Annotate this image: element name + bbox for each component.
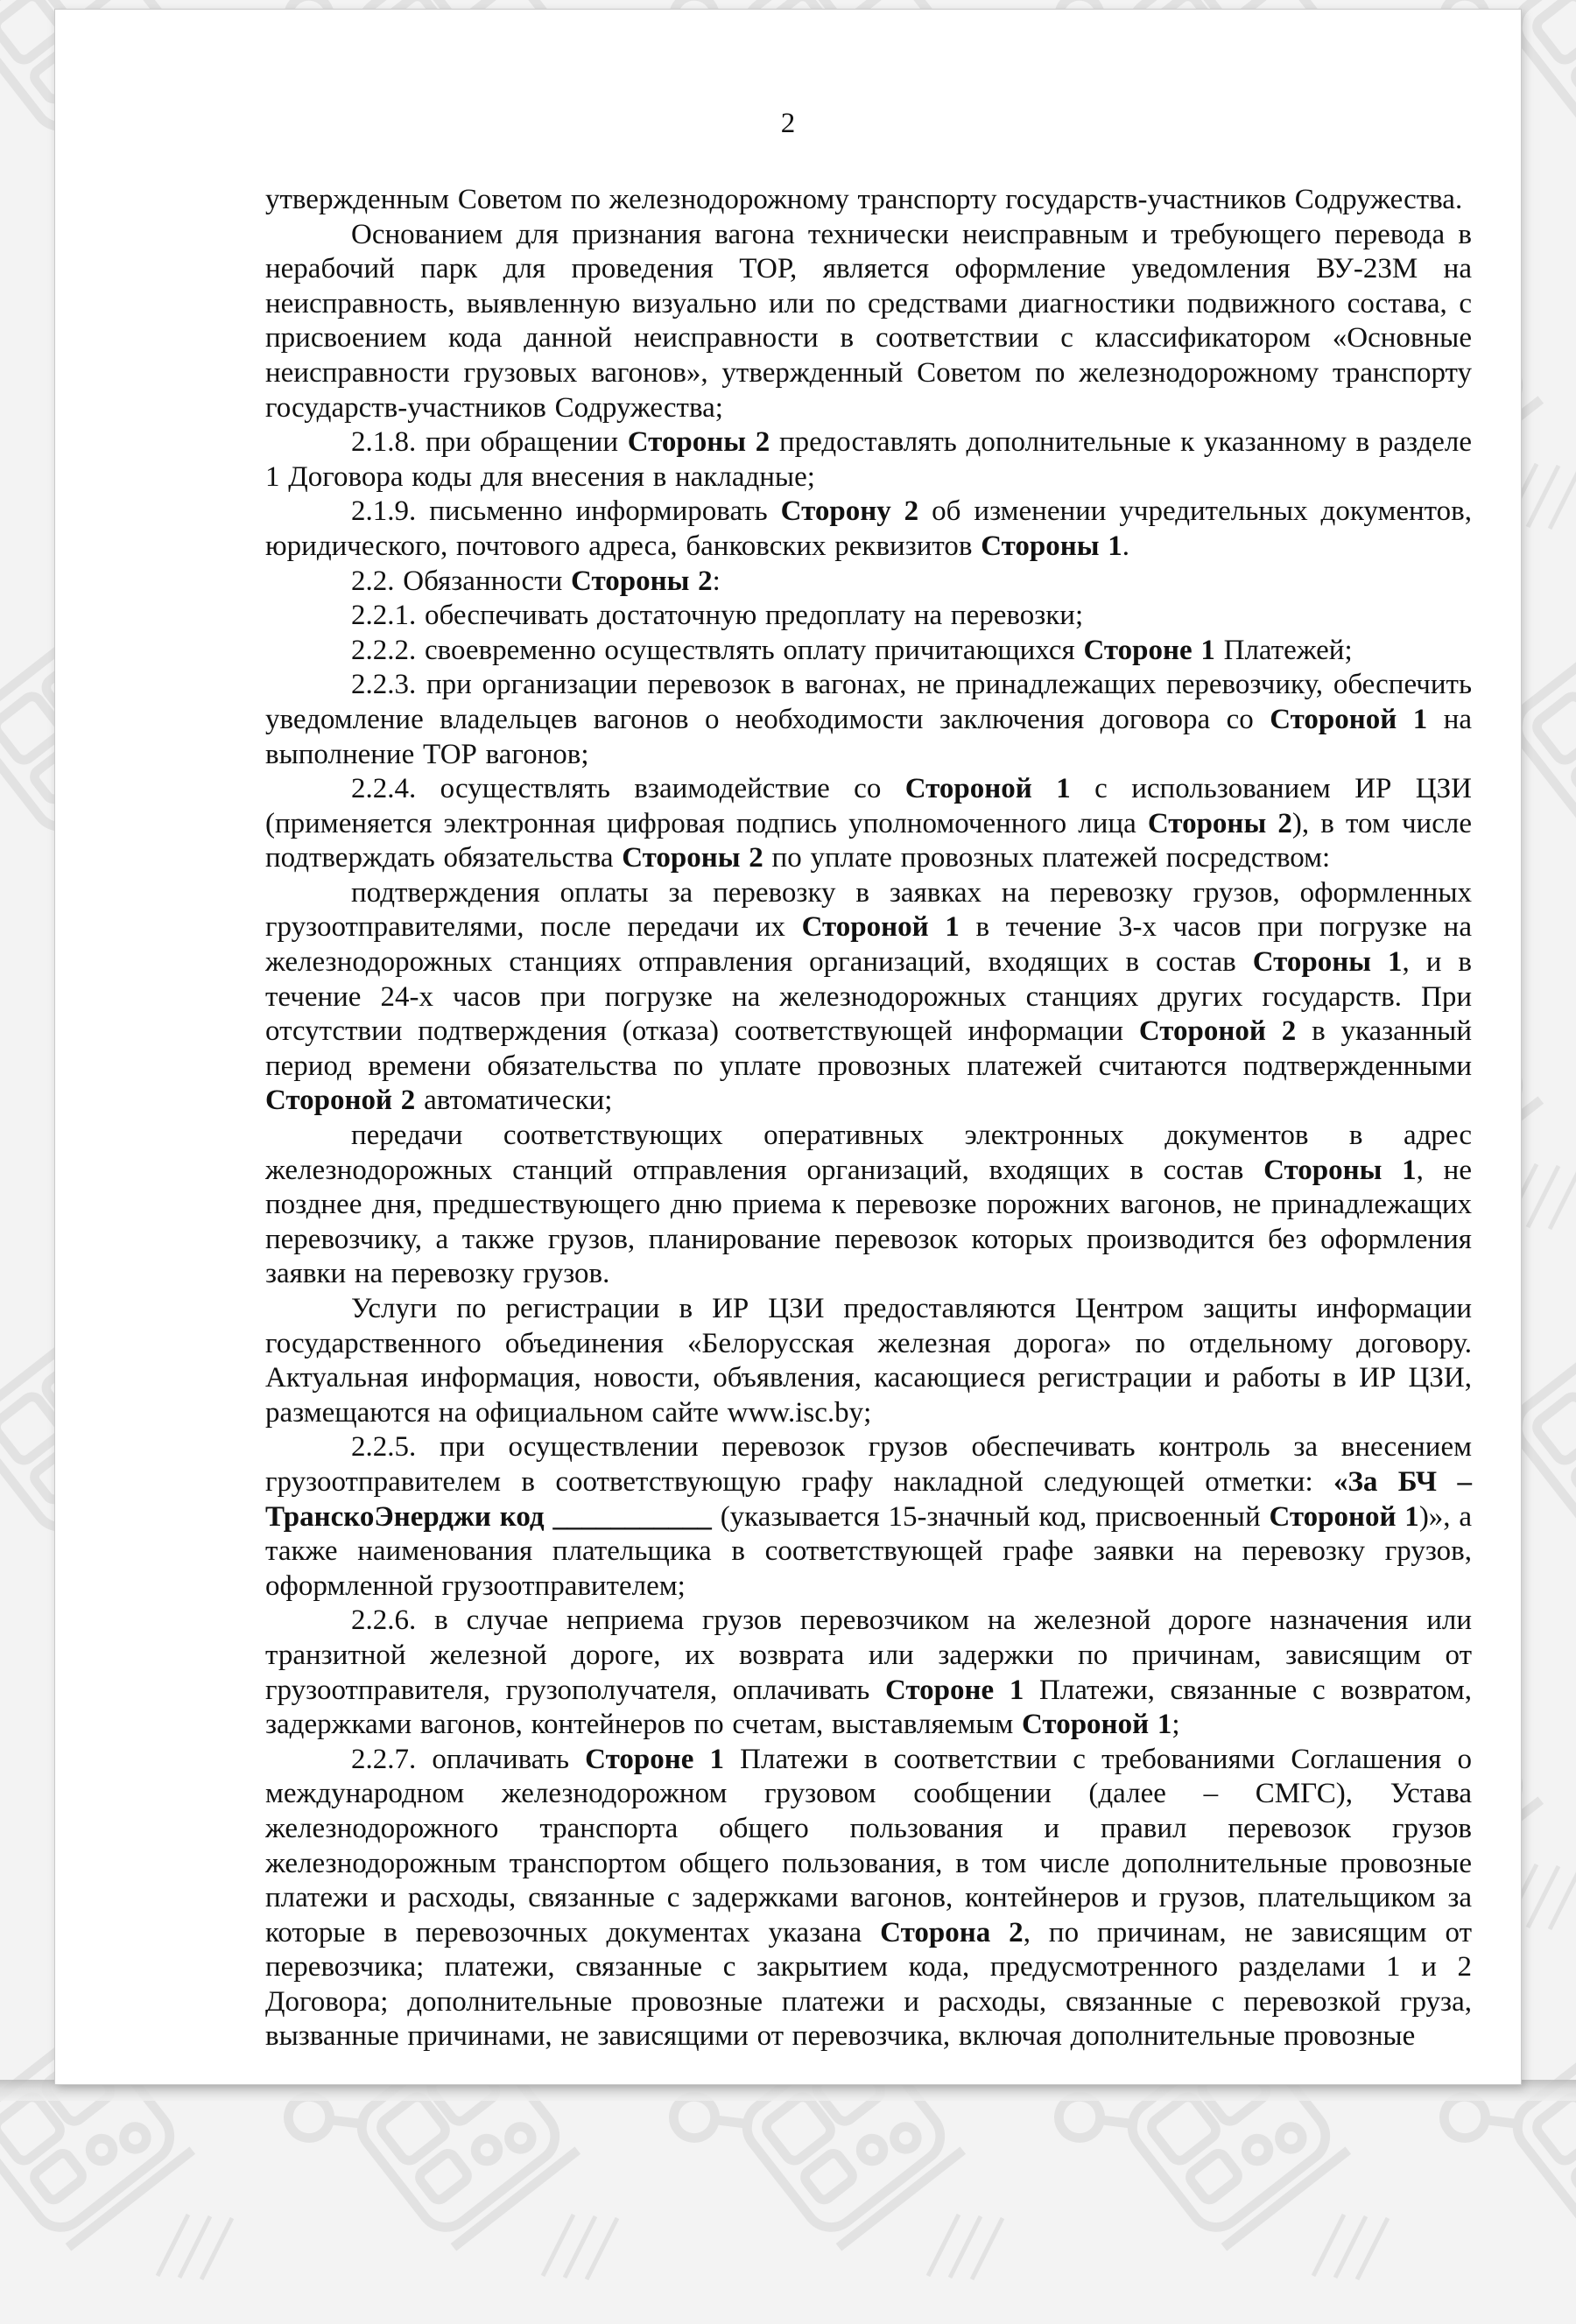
bold-run: Стороне 1 (885, 1674, 1024, 1706)
bold-run: Стороны 2 (627, 426, 770, 459)
bold-run: Стороны 2 (571, 565, 713, 597)
paragraph (265, 1292, 1472, 1430)
bold-run: Стороне 1 (585, 1743, 725, 1775)
paragraph (265, 668, 1472, 772)
paragraph (265, 495, 1472, 564)
bold-run: Стороной 1 (904, 773, 1071, 805)
bold-run: Стороны 2 (1147, 807, 1292, 839)
text-run: , и в течение 24-х часов при погрузке на железнодорожных станциях других государств. При отсутствии подтверждения (отказа) соответствующей информации (265, 946, 1472, 1048)
hatch-marks-icon (1305, 2206, 1410, 2285)
hatch-marks-icon (149, 2206, 254, 2285)
document-page (54, 9, 1522, 2085)
text-run: Платежи, связанные с возвратом, задержками вагонов, контейнеров по счетам, выставляемым (265, 1674, 1472, 1741)
bold-run: Стороной 1 (1022, 1709, 1172, 1741)
paragraph (265, 218, 1472, 426)
text-run: по уплате провозных платежей посредством: (763, 842, 1331, 874)
text-run: 2.2.3. при организации перевозок в вагонах, не принадлежащих перевозчику, обеспечить уведомление владельцев вагонов о необходимости заключения договора со (265, 669, 1472, 735)
bold-run: Стороной 2 (265, 1085, 416, 1117)
paragraph (265, 183, 1472, 218)
paragraph (265, 599, 1472, 634)
bold-run: Стороной 1 (801, 911, 960, 944)
bold-run: Стороны 1 (981, 530, 1122, 562)
text-run: передачи соответствующих оперативных электронных документов в адрес железнодорожных станций отправления организаций, входящих в состав (265, 1120, 1472, 1186)
paragraph (265, 425, 1472, 495)
hatch-marks-icon (919, 2206, 1024, 2285)
bold-run: Сторону 2 (780, 495, 919, 528)
text-run: автоматически; (415, 1085, 613, 1117)
text-run: ; (1171, 1709, 1180, 1741)
text-run: утвержденным Советом по железнодорожному транспорту государств-участников Содружества. (265, 184, 1463, 215)
bold-run: Стороны 1 (1263, 1154, 1417, 1186)
text-run: в течение 3-х часов при погрузке на железнодорожных станциях отправления организаций, входящих в состав (265, 911, 1472, 979)
text-run: об изменении учредительных документов, юридического, почтового адреса, банковских реквизитов (265, 495, 1472, 562)
bold-run: Стороны 2 (622, 842, 763, 874)
text-run: 2.2.6. в случае неприема грузов перевозчиком на железной дороге назначения или транзитной железной дороге, их возврата или задержки по причинам, зависящим от грузоотправителя, грузополучателя, оплачивать (265, 1604, 1472, 1706)
text-run: 2.2.4. осуществлять взаимодействие со (351, 773, 905, 805)
paragraph (265, 772, 1472, 876)
text-run: , не позднее дня, предшествующего дню приема к перевозке порожних вагонов, не принадлежащих перевозчику, а также грузов, планирование перевозок которых производится без оформления заявки на перевозку грузов. (265, 1154, 1472, 1290)
text-run: с использованием ИР ЦЗИ (применяется электронная цифровая подпись уполномоченного лица (265, 773, 1472, 839)
text-run: ), в том числе подтверждать обязательства (265, 807, 1472, 874)
text-run: Платежи в соответствии с требованиями Соглашения о международном железнодорожном грузовом сообщении (далее – СМГС), Устава железнодорожного транспорта общего пользования и правил перевозок грузов железнодорожным транспортом общего пользования, в том числе дополнительные провозные платежи и расходы, связанные с задержками вагонов, контейнеров и грузов, плательщиком за которые в перевозочных документах указана (265, 1743, 1473, 1948)
bold-run: «За БЧ – ТранскоЭнерджи код ___________ (265, 1465, 1472, 1533)
text-run: : (712, 565, 721, 597)
text-run: 2.2.7. оплачивать (351, 1743, 586, 1775)
bold-run: Стороной 2 (1138, 1015, 1297, 1048)
paragraph (265, 876, 1472, 1119)
bold-run: Стороне 1 (1083, 634, 1215, 666)
text-run: Основанием для признания вагона технически неисправным и требующего перевода в нерабочий парк для проведения ТОР, является оформление уведомления ВУ-23М на неисправность, выявленную визуально или по средствами диагностики подвижного состава, с присвоением кода данной неисправности в соответствии с классификатором «Основные неисправности грузовых вагонов», утвержденный Советом по железнодорожному транспорту государств-участников Содружества; (265, 218, 1472, 424)
text-run: 2.1.9. письменно информировать (351, 495, 781, 528)
paragraph (265, 1430, 1472, 1604)
text-run: 2.1.8. при обращении (351, 426, 628, 459)
paragraph (265, 1119, 1472, 1292)
text-run: , по причинам, не зависящим от перевозчика; платежи, связанные с закрытием кода, предусмотренного разделами 1 и 2 Договора; дополнительные провозные платежи и расходы, связанные с перевозкой груза, вызванные причинами, не зависящими от перевозчика, включая дополнительные провозные (265, 1916, 1472, 2053)
bold-run: Стороной 1 (1269, 1500, 1419, 1533)
text-run: . (1122, 530, 1130, 562)
hatch-marks-icon (534, 2206, 639, 2285)
text-run: 2.2. Обязанности (351, 565, 572, 597)
text-run: 2.2.1. обеспечивать достаточную предоплату на перевозки; (351, 600, 1084, 632)
text-run: Услуги по регистрации в ИР ЦЗИ предоставляются Центром защиты информации государственного объединения «Белорусская железная дорога» по отдельному договору. Актуальная информация, новости, объявления, касающиеся регистрации и работы в ИР ЦЗИ, размещаются на официальном сайте www.isc.by; (265, 1293, 1472, 1429)
paragraph (265, 1604, 1472, 1742)
text-run: предоставлять дополнительные к указанному в разделе 1 Договора коды для внесения в накладные; (265, 426, 1472, 493)
bold-run: Стороной 1 (1270, 703, 1428, 735)
paragraph (265, 634, 1472, 669)
document-body (265, 183, 1472, 2054)
bold-run: Сторона 2 (880, 1916, 1024, 1948)
text-run: подтверждения оплаты за перевозку в заявках на перевозку грузов, оформленных грузоотправителями, после передачи их (265, 876, 1472, 944)
text-run: 2.2.5. при осуществлении перевозок грузов обеспечивать контроль за внесением грузоотправителем в соответствующую графу накладной следующей отметки: (265, 1431, 1472, 1498)
text-run: в указанный период времени обязательства по уплате провозных платежей считаются подтвержденными (265, 1015, 1472, 1082)
text-run: 2.2.2. своевременно осуществлять оплату причитающихся (351, 634, 1084, 666)
text-run: на выполнение ТОР вагонов; (265, 703, 1472, 770)
paragraph (265, 565, 1472, 600)
paragraph (265, 1743, 1472, 2054)
bold-run: Стороны 1 (1252, 946, 1403, 979)
page-number: 2 (780, 108, 796, 139)
text-run: Платежей; (1214, 634, 1353, 666)
text-run: (указывается 15-значный код, присвоенный (720, 1500, 1270, 1533)
text-run: )», а также наименования плательщика в соответствующей графе заявки на перевозку грузов, оформленной грузоотправителем; (265, 1500, 1473, 1602)
